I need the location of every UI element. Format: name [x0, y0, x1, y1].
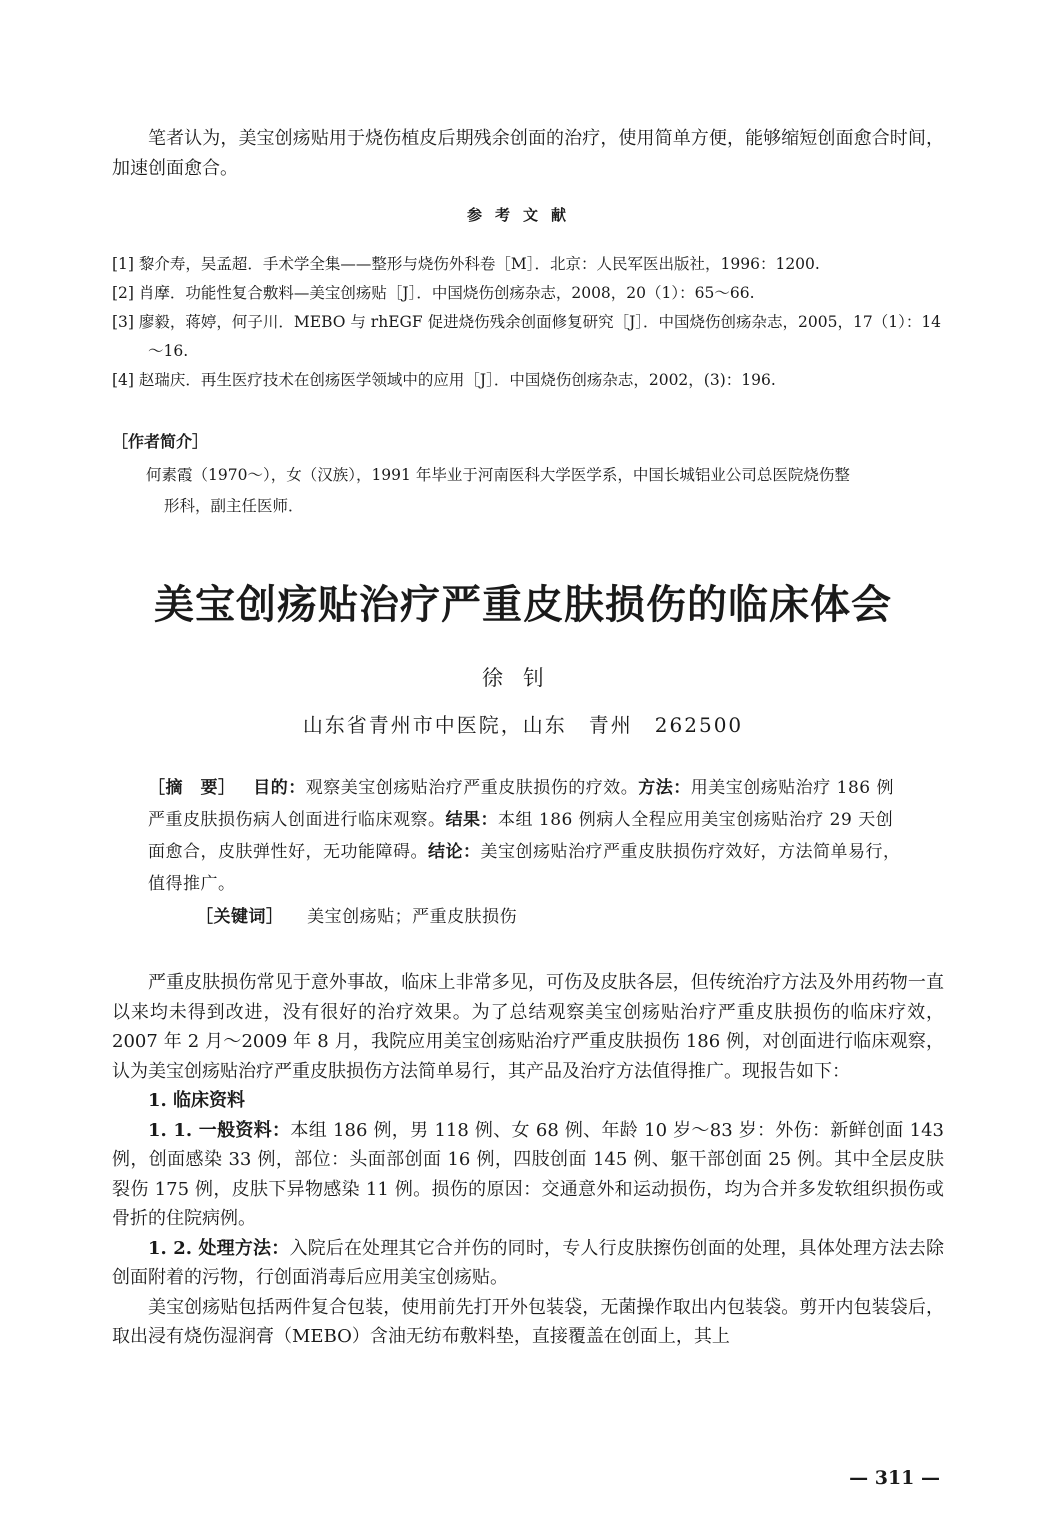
author-intro-text: [112, 460, 948, 522]
objective-text: 观察美宝创疡贴治疗严重皮肤损伤的疗效。: [305, 778, 639, 798]
article-affiliation: 山东省青州市中医院，山东 青州 262500: [302, 713, 744, 737]
article-title: 美宝创疡贴治疗严重皮肤损伤的临床体会: [154, 582, 892, 628]
abstract-tag: ［摘 要］: [148, 778, 236, 798]
abstract-text: [148, 772, 908, 900]
keywords-text: 美宝创疡贴；严重皮肤损伤: [307, 907, 518, 927]
article-author: 徐钊: [482, 666, 564, 690]
subsection-label: 1. 1. 一般资料：: [148, 1119, 291, 1141]
conclusion-label: 结论：: [428, 842, 481, 862]
result-label: 结果：: [445, 810, 498, 830]
author-intro-heading: ［作者简介］: [112, 432, 209, 451]
reference-item: [3] 廖毅，蒋婷，何子川．MEBO 与 rhEGF 促进烧伤残余创面修复研究［J］．中国烧伤创疡杂志，2005，17（1）：14～16.: [112, 313, 942, 360]
previous-article-conclusion: [112, 124, 944, 183]
treatment-paragraph: 1. 2. 处理方法：入院后在处理其它合并伤的同时，专人行皮肤擦伤创面的处理，具体处理方法去除创面附着的污物，行创面消毒后应用美宝创疡贴。: [112, 1237, 944, 1288]
objective-label: 目的：: [253, 778, 306, 798]
body-paragraph: 美宝创疡贴包括两件复合包装，使用前先打开外包装袋，无菌操作取出内包装袋。剪开内包装袋后，取出浸有烧伤湿润膏（MEBO）含油无纺布敷料垫，直接覆盖在创面上，其上: [112, 1296, 944, 1347]
method-text: 用美宝创疡贴治疗 186 例严重皮肤损伤病人创面进行临床观察。: [148, 778, 894, 830]
general-data-paragraph: 1. 1. 一般资料：本组 186 例，男 118 例、女 68 例、年龄 10 岁～83 岁：外伤：新鲜创面 143 例，创面感染 33 例，部位：头面部创面 16 例，四肢创面 145 例、躯干部创面 25 例。其中全层皮肤裂伤 175 例，皮肤下异物感染 11 例。损伤的原因：交通意外和运动损伤，均为合并多发软组织损伤或骨折的住院病例。: [112, 1119, 944, 1229]
references-heading: 参考文献: [466, 206, 579, 224]
page-number: — 311 —: [849, 1467, 940, 1489]
result-text: 本组 186 例病人全程应用美宝创疡贴治疗 29 天创面愈合，皮肤弹性好，无功能障碍。: [148, 810, 894, 862]
references-list: [112, 250, 948, 395]
abstract-block: [148, 772, 908, 933]
section-heading: 1. 临床资料: [148, 1090, 246, 1111]
reference-item: [2] 肖摩．功能性复合敷料—美宝创疡贴［J］．中国烧伤创疡杂志，2008，20（1）：65～66.: [112, 284, 755, 302]
keywords-tag: ［关键词］: [196, 907, 284, 927]
reference-item: [1] 黎介寿，吴孟超．手术学全集——整形与烧伤外科卷［M］．北京：人民军医出版社，1996：1200.: [112, 255, 820, 273]
article-body: [112, 968, 944, 1352]
author-intro-line: 形科，副主任医师．: [164, 497, 304, 515]
conclusion-text: 美宝创疡贴治疗严重皮肤损伤疗效好，方法简单易行，值得推广。: [148, 842, 901, 894]
method-label: 方法：: [638, 778, 691, 798]
conclusion-paragraph: 笔者认为，美宝创疡贴用于烧伤植皮后期残余创面的治疗，使用简单方便，能够缩短创面愈合时间，加速创面愈合。: [112, 128, 944, 179]
author-intro-line: 何素霞（1970～），女（汉族），1991 年毕业于河南医科大学医学系，中国长城铝业公司总医院烧伤整: [146, 466, 850, 484]
intro-paragraph: 严重皮肤损伤常见于意外事故，临床上非常多见，可伤及皮肤各层，但传统治疗方法及外用药物一直以来均未得到改进，没有很好的治疗效果。为了总结观察美宝创疡贴治疗严重皮肤损伤的临床疗效，2007 年 2 月～2009 年 8 月，我院应用美宝创疡贴治疗严重皮肤损伤 186 例，对创面进行临床观察，认为美宝创疡贴治疗严重皮肤损伤方法简单易行，其产品及治疗方法值得推广。现报告如下：: [112, 972, 944, 1082]
reference-item: [4] 赵瑞庆．再生医疗技术在创疡医学领域中的应用［J］．中国烧伤创疡杂志，2002，(3)：196.: [112, 371, 776, 389]
subsection-label: 1. 2. 处理方法：: [148, 1237, 290, 1259]
keywords-line: [148, 901, 908, 933]
